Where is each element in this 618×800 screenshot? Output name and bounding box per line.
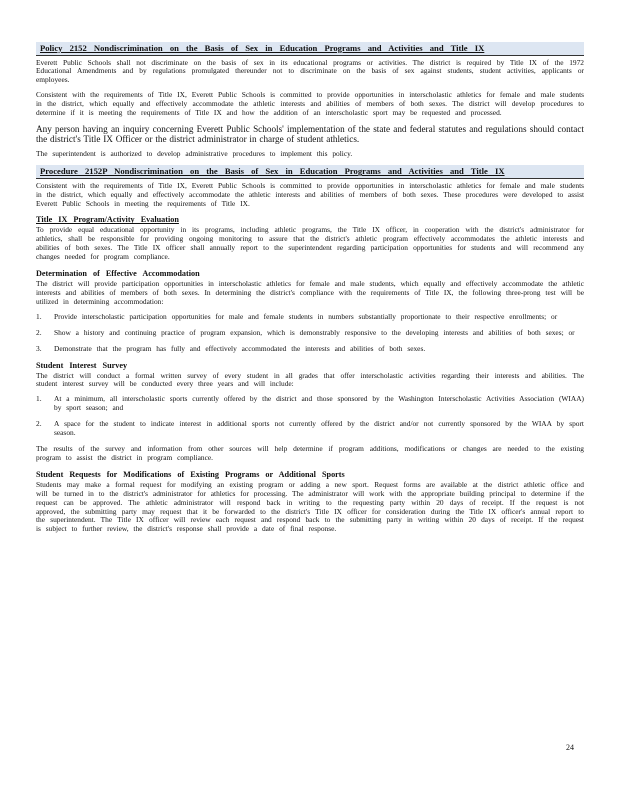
survey-list: [36, 395, 584, 438]
procedure-intro: Consistent with the requirements of Title IX, Everett Public Schools is committed to provide opportunities in interscholastic athletics for female and male students in the district, which equally and effectively accommodate the athletic interests and abilities of members of both sexes. These procedures were developed to assist Everett Public Schools in meeting the requirements of Title IX.: [36, 180, 584, 208]
page-number: 24: [566, 743, 574, 752]
policy-paragraph-1: Everett Public Schools shall not discriminate on the basis of sex in its educational programs or activities. The district is required by Title IX of the 1972 Educational Amendments and by regulations promulgated thereunder not to discriminate on the basis of sex against students, student activities, applicants or employees.: [36, 57, 584, 85]
list-item: 2. Show a history and continuing practice of program expansion, which is demonstrably responsive to the developing interests and abilities of both sexes; or: [36, 327, 575, 337]
three-prong-list: [36, 313, 584, 354]
policy-title: Policy 2152 Nondiscrimination on the Basis of Sex in Education Programs and Activities and Title IX: [40, 43, 485, 53]
policy-paragraph-3: Any person having an inquiry concerning Everett Public Schools' implementation of the state and federal statutes and regulations should contact the district's Title IX Officer or the district administrator in charge of student athletics.: [36, 123, 584, 145]
list-item: 1. Provide interscholastic participation opportunities for male and female students in numbers substantially proportionate to their respective enrollments; or: [36, 311, 558, 321]
list-item: 2. A space for the student to indicate interest in additional sports not currently offered by the district and/or not currently sponsored by the WIAA by sport season.: [36, 419, 584, 438]
policy-paragraph-4: The superintendent is authorized to develop administrative procedures to implement this policy.: [36, 149, 353, 159]
program-evaluation-heading: Title IX Program/Activity Evaluation: [36, 215, 179, 225]
survey-heading: Student Interest Survey: [36, 360, 128, 370]
requests-text: Students may make a formal request for modifying an existing program or adding a new sport. Request forms are available at the district athletic office and will be turned in to the district's administrator for athletics for processing. The administrator will work with the appropriate building principal to determine if the request can be approved. The athletic administrator will respond back in writing to the requesting party within 20 days of receipt. If the request is not approved, the submitting party may request that it be forwarded to the district's Title IX officer for consideration during the Title IX officer's annual report to the superintendent. The Title IX officer will review each request and respond back to the submitting party in writing within 20 days of receipt. If the request is subject to further review, the district's response shall provide a date of final response.: [36, 479, 584, 534]
list-item: 1. At a minimum, all interscholastic sports currently offered by the district and those sponsored by the Washington Interscholastic Activities Association (WIAA) by sport season; and: [36, 394, 584, 413]
survey-closing: The results of the survey and information from other sources will help determine if program additions, modifications or changes are needed to the existing program to assist the district in program compliance.: [36, 443, 584, 462]
procedure-header: [36, 165, 584, 179]
determination-heading: Determination of Effective Accommodation: [36, 269, 200, 279]
requests-heading: Student Requests for Modifications of Existing Programs or Additional Sports: [36, 469, 345, 479]
determination-text: The district will provide participation opportunities in interscholastic athletics for female and male students, which equally and effectively accommodate the athletic interests and abilities of members of both sexes. In determining the district's compliance with the requirements of Title IX, the following three-prong test will be utilized in determining accommodation:: [36, 279, 584, 306]
procedure-title: Procedure 2152P Nondiscrimination on the Basis of Sex in Education Programs and Activities and Title IX: [40, 166, 505, 177]
list-item: 3. Demonstrate that the program has fully and effectively accommodated the interests and abilities of both sexes.: [36, 343, 426, 353]
program-evaluation-text: To provide equal educational opportunity in its programs, including athletic programs, the Title IX officer, in cooperation with the district's administrator for athletics, shall be responsible for providing ongoing monitoring to assure that the district's athletic program effectively accommodates the athletic interests and abilities of both sexes. The Title IX officer shall annually report to the superintendent regarding participation opportunities for students and will recommend any changes needed for program compliance.: [36, 225, 584, 262]
policy-paragraph-2: Consistent with the requirements of Title IX, Everett Public Schools is committed to provide opportunities in interscholastic athletics for female and male students in the district, which equally and effectively accommodate the athletic interests and abilities of members of both sexes. The district will develop procedures to determine if it is meeting the requirements of Title IX and how the addition of an interscholastic sport may be requested and processed.: [36, 90, 584, 118]
document-page: [36, 42, 584, 540]
survey-text: The district will conduct a formal written survey of every student in all grades that offer interscholastic activities regarding their interests and abilities. The student interest survey will be conducted every three years and will include:: [36, 370, 584, 389]
policy-header: [36, 42, 584, 56]
